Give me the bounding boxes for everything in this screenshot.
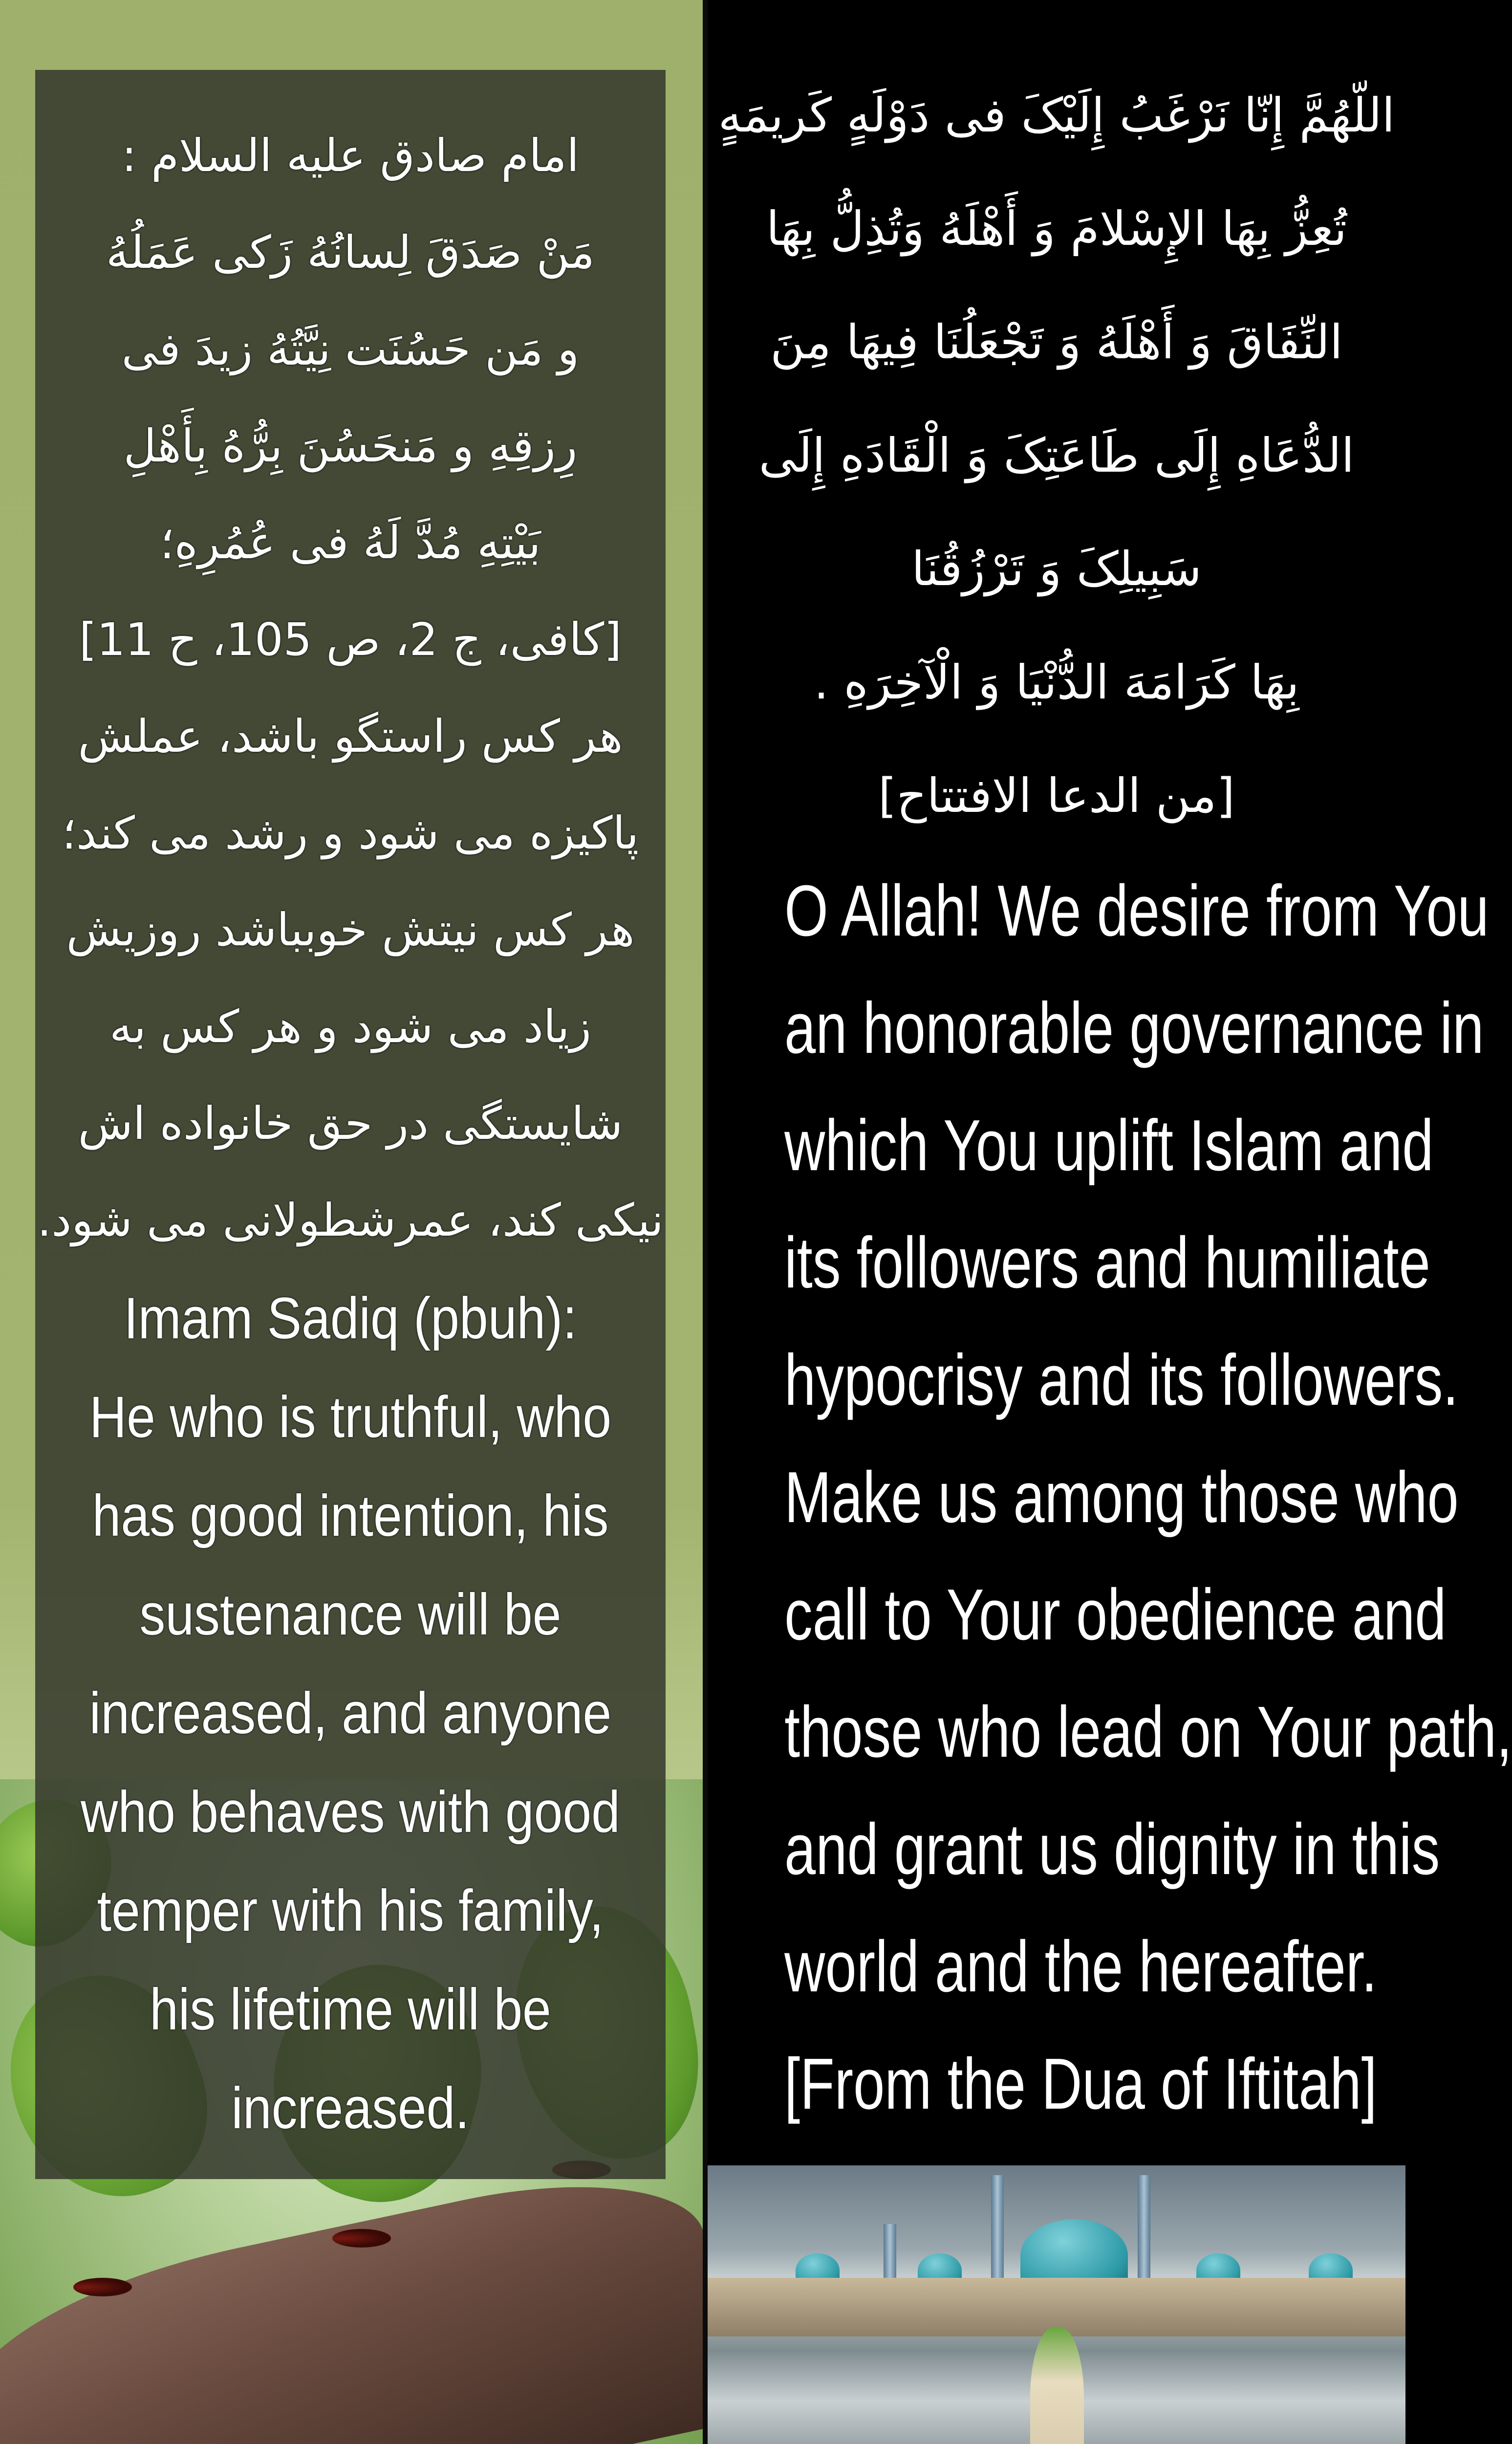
- farsi-line: و مَن حَسُنَت نِیَّتُهُ زیدَ فی: [121, 323, 580, 375]
- farsi-line: هر کس نیتش خوبباشد روزیش: [66, 904, 635, 956]
- hadith-text: [35, 108, 666, 2158]
- farsi-line: [کافی، ج 2، ص 105، ح 11]: [79, 613, 622, 666]
- ant-shape: [332, 2229, 391, 2248]
- farsi-line: نیکی کند، عمرشطولانی می شود.: [37, 1194, 664, 1246]
- english-line: increased.: [231, 2075, 470, 2141]
- dua-text: [708, 59, 1512, 2143]
- english-line: which You uplift Islam and: [784, 1105, 1434, 1186]
- farsi-line: زیاد می شود و هر کس به: [109, 1001, 591, 1053]
- farsi-line: بَیْتِهِ مُدَّ لَهُ فی عُمُرِهِ؛: [160, 517, 541, 569]
- farsi-line: امام صادق علیه السلام :: [121, 130, 580, 182]
- english-line: increased, and anyone: [89, 1680, 612, 1746]
- english-line: sustenance will be: [139, 1582, 562, 1647]
- arabic-line: سَبِیلِکَ وَ تَرْزُقُنَا: [911, 542, 1202, 596]
- arabic-line: اللّهُمَّ إِنّا نَرْغَبُ إِلَیْکَ فی دَوْلَهٍ کَریمَهٍ: [718, 88, 1395, 143]
- english-line: Imam Sadiq (pbuh):: [124, 1286, 577, 1351]
- farsi-line: مَنْ صَدَقَ لِسانُهُ زَکی عَمَلُهُ: [106, 226, 595, 279]
- english-line: O Allah! We desire from You: [784, 871, 1489, 951]
- english-line: Make us among those who: [784, 1457, 1459, 1538]
- english-line: temper with his family,: [97, 1878, 604, 1943]
- english-line: hypocrisy and its followers.: [784, 1340, 1459, 1420]
- panel-divider: [703, 0, 708, 2444]
- mosque-with-pilgrim-image: [708, 2165, 1405, 2444]
- arabic-line: بِهَا کَرَامَهَ الدُّنْیَا وَ الْآخِرَهِ .: [814, 655, 1299, 710]
- english-line: who behaves with good: [81, 1779, 620, 1845]
- arabic-line: الدُّعَاهِ إِلَى طَاعَتِکَ وَ الْقَادَهِ إِلَى: [758, 428, 1355, 483]
- right-panel: [708, 0, 1512, 2444]
- english-line: [From the Dua of Iftitah]: [784, 2044, 1377, 2124]
- farsi-line: رِزقِهِ و مَنحَسُنَ بِرُّهُ بِأَهْلِ: [123, 420, 578, 472]
- english-line: an honorable governance in: [784, 988, 1484, 1069]
- english-line: his lifetime will be: [150, 1977, 551, 2042]
- arabic-line: النِّفَاقَ وَ أَهْلَهُ وَ تَجْعَلُنَا فِیهَا مِنَ: [770, 315, 1343, 370]
- english-line: world and the hereafter.: [784, 1926, 1377, 2007]
- farsi-line: پاکیزه می شود و رشد می کند؛: [62, 807, 639, 859]
- ant-shape: [73, 2278, 132, 2296]
- english-line: call to Your obedience and: [784, 1574, 1447, 1655]
- english-line: He who is truthful, who: [89, 1384, 612, 1450]
- farsi-line: هر کس راستگو باشد، عملش: [78, 710, 623, 763]
- english-line: its followers and humiliate: [784, 1222, 1430, 1303]
- arabic-line: [من الدعا الافتتاح]: [878, 768, 1235, 823]
- arabic-line: تُعِزُّ بِهَا الإِسْلامَ وَ أَهْلَهُ وَتُذِلُّ بِهَا: [766, 201, 1347, 256]
- english-line: and grant us dignity in this: [784, 1809, 1440, 1890]
- pilgrim-figure: [1030, 2327, 1084, 2444]
- english-line: has good intention, his: [92, 1483, 609, 1549]
- english-line: those who lead on Your path,: [784, 1692, 1512, 1772]
- farsi-line: شایستگی در حق خانواده اش: [78, 1097, 623, 1150]
